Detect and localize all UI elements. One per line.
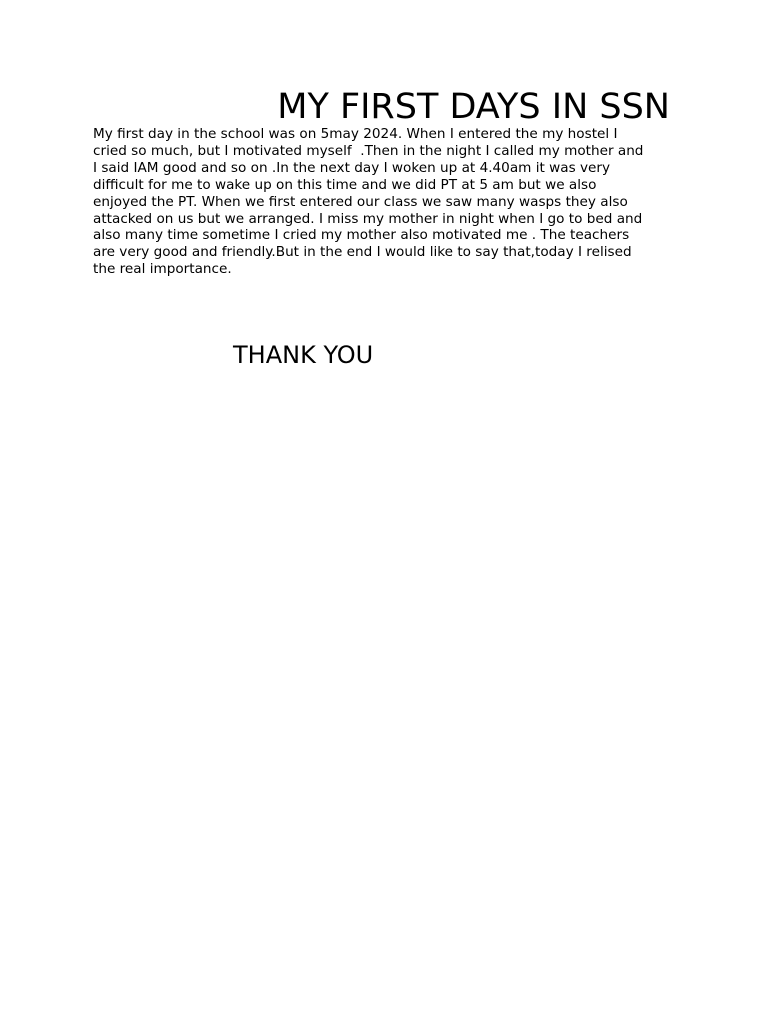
body-line: I said IAM good and so on .In the next day I woken up at 4.40am it was very [93,159,611,176]
body-line: the real importance. [93,261,232,278]
document-body [93,126,693,278]
body-line: also many time sometime I cried my mother also motivated me . The teachers [93,227,630,244]
closing-text: THANK YOU [233,341,374,369]
document-title: MY FIRST DAYS IN SSN [277,87,670,127]
body-line: enjoyed the PT. When we first entered our class we saw many wasps they also [93,193,628,210]
body-line: cried so much, but I motivated myself .Then in the night I called my mother and [93,142,644,159]
body-line: My first day in the school was on 5may 2024. When I entered the my hostel I [93,126,618,142]
body-line: are very good and friendly.But in the end I would like to say that,today I relised [93,244,632,261]
body-line: attacked on us but we arranged. I miss my mother in night when I go to bed and [93,210,643,227]
body-line: difficult for me to wake up on this time and we did PT at 5 am but we also [93,176,597,193]
